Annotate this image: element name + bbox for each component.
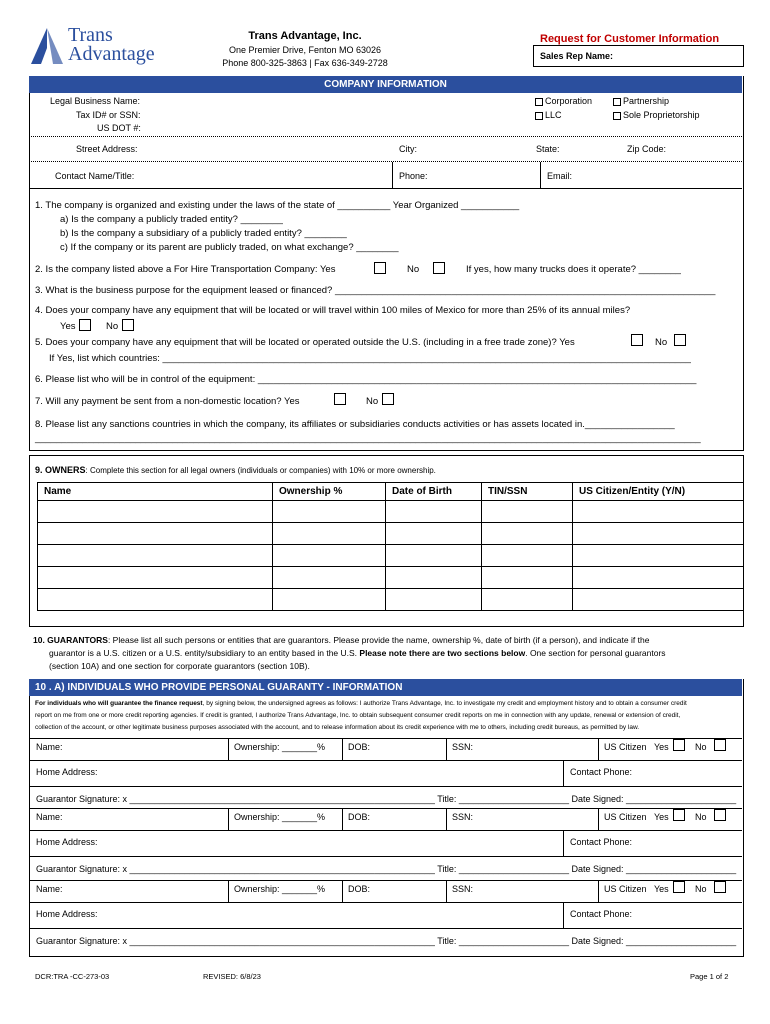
guarantor-ownership-label: Ownership: _______%: [234, 742, 326, 752]
corporation-option[interactable]: [535, 96, 592, 106]
guarantor-yes-checkbox[interactable]: [673, 881, 685, 893]
logo-word-top: Trans: [68, 24, 113, 46]
divider: [29, 808, 742, 809]
divider: [540, 162, 541, 188]
guarantor-yes-label: Yes: [654, 812, 669, 822]
sole-prop-checkbox[interactable]: [613, 112, 621, 120]
guarantor-home-label: Home Address:: [36, 909, 98, 919]
partnership-option[interactable]: [613, 96, 669, 106]
guarantors-label: 10. GUARANTORS: [33, 635, 108, 645]
street-label: Street Address:: [76, 144, 138, 154]
guarantors-text-2a: guarantor is a U.S. citizen or a U.S. entity/subsidiary to an entity based in the U.S.: [49, 648, 360, 658]
divider: [598, 808, 599, 830]
owners-desc: : Complete this section for all legal owners (individuals or companies) with 10% or more ownership.: [85, 466, 436, 475]
company-name: Trans Advantage, Inc.: [248, 30, 362, 42]
owner-cell[interactable]: [386, 567, 482, 589]
owner-cell[interactable]: [38, 523, 273, 545]
owner-cell[interactable]: [273, 589, 386, 611]
q4-no-checkbox[interactable]: [122, 319, 134, 331]
question-5: 5. Does your company have any equipment that will be located or operated outside the U.S. (including in a free trade zone)? Yes: [35, 337, 575, 348]
divider: [598, 738, 599, 760]
owners-header-row: [38, 483, 744, 501]
llc-checkbox[interactable]: [535, 112, 543, 120]
col-tin: TIN/SSN: [482, 483, 573, 501]
q4-yes-checkbox[interactable]: [79, 319, 91, 331]
owner-cell[interactable]: [482, 567, 573, 589]
question-1: 1. The company is organized and existing under the laws of the state of __________ Year Organized ___________: [35, 200, 520, 211]
logo-word-bottom: Advantage: [68, 43, 155, 65]
table-row[interactable]: [38, 523, 744, 545]
section-10a-bar: [29, 679, 742, 696]
question-2: 2. Is the company listed above a For Hire Transportation Company: Yes: [35, 264, 336, 275]
guarantor-home-label: Home Address:: [36, 767, 98, 777]
divider: [29, 786, 742, 787]
owner-cell[interactable]: [273, 545, 386, 567]
revised-date: REVISED: 6/8/23: [203, 972, 261, 981]
col-name: Name: [38, 483, 273, 501]
guarantor-no-label: No: [695, 812, 707, 822]
owner-cell[interactable]: [273, 501, 386, 523]
email-label: Email:: [547, 171, 573, 181]
owner-cell[interactable]: [386, 501, 482, 523]
owner-cell[interactable]: [573, 567, 744, 589]
request-title: Request for Customer Information: [540, 33, 720, 45]
owner-cell[interactable]: [386, 523, 482, 545]
guarantors-text-2b: Please note there are two sections below: [359, 648, 526, 658]
owners-label: 9. OWNERS: [35, 465, 86, 475]
guarantor-yes-checkbox[interactable]: [673, 809, 685, 821]
question-8: 8. Please list any sanctions countries in which the company, its affiliates or subsidiaries conducts activities or has assets located in._________________: [35, 419, 675, 430]
guarantor-signature-line: Guarantor Signature: x _____________________________________________________________ Title: ______________________ Date Signed: ______________________: [36, 794, 737, 804]
question-4: 4. Does your company have any equipment that will be located or will travel within 100 miles of Mexico for more than 25% of its annual miles?: [35, 305, 631, 316]
divider: [563, 902, 564, 928]
divider: [29, 760, 742, 761]
guarantor-no-checkbox[interactable]: [714, 739, 726, 751]
q5-yes-checkbox[interactable]: [631, 334, 643, 346]
divider: [29, 928, 742, 929]
divider: [342, 738, 343, 760]
auth-line-3: collection of the account, or other legitimate business purposes associated with the account, and to release information about its credit experience with me to others, including credit bureaus, as permitted by law.: [35, 724, 640, 731]
owner-cell[interactable]: [38, 589, 273, 611]
owners-heading: [35, 465, 436, 475]
q7-no-label: No: [366, 396, 379, 407]
col-ownership: Ownership %: [273, 483, 386, 501]
divider: [392, 162, 393, 188]
guarantor-dob-label: DOB:: [348, 812, 371, 822]
divider: [29, 880, 742, 881]
guarantor-dob-label: DOB:: [348, 742, 371, 752]
divider: [228, 880, 229, 902]
sole-prop-option[interactable]: [613, 110, 700, 120]
guarantor-ssn-label: SSN:: [452, 742, 474, 752]
partnership-checkbox[interactable]: [613, 98, 621, 106]
divider: [342, 880, 343, 902]
owners-table: [37, 482, 744, 611]
guarantor-no-checkbox[interactable]: [714, 881, 726, 893]
divider: [29, 161, 742, 162]
tax-id-label: Tax ID# or SSN:: [76, 110, 141, 120]
table-row[interactable]: [38, 567, 744, 589]
owner-cell[interactable]: [38, 545, 273, 567]
guarantor-phone-label: Contact Phone:: [570, 837, 633, 847]
guarantors-text-1: : Please list all such persons or entities that are guarantors. Please provide the name, ownership %, date of birth (if a person), and indicate if the: [107, 635, 650, 645]
dot-label: US DOT #:: [97, 123, 141, 133]
guarantor-citizen-label: US Citizen: [604, 742, 647, 752]
question-6: 6. Please list who will be in control of the equipment: ___________________________________________________________________________________: [35, 374, 697, 385]
divider: [29, 902, 742, 903]
corporation-label: Corporation: [545, 96, 593, 106]
owner-cell[interactable]: [482, 545, 573, 567]
divider: [29, 136, 742, 137]
contact-label: Contact Name/Title:: [55, 171, 135, 181]
owner-cell[interactable]: [38, 567, 273, 589]
guarantor-signature-line: Guarantor Signature: x _____________________________________________________________ Title: ______________________ Date Signed: ______________________: [36, 864, 737, 874]
divider: [563, 760, 564, 786]
partnership-label: Partnership: [623, 96, 670, 106]
q2-no-label: No: [407, 264, 420, 275]
llc-option[interactable]: [535, 110, 562, 120]
guarantors-line-3: (section 10A) and one section for corporate guarantors (section 10B).: [49, 661, 310, 671]
table-row[interactable]: [38, 545, 744, 567]
col-citizen: US Citizen/Entity (Y/N): [573, 483, 744, 501]
q4-yes-label: Yes: [60, 321, 76, 332]
guarantor-citizen-label: US Citizen: [604, 884, 647, 894]
logo: [29, 24, 169, 68]
divider: [228, 808, 229, 830]
sales-rep-box[interactable]: [533, 45, 744, 67]
section-10a-title: 10 . A) INDIVIDUALS WHO PROVIDE PERSONAL GUARANTY - INFORMATION: [35, 682, 403, 693]
owner-cell[interactable]: [573, 523, 744, 545]
divider: [446, 880, 447, 902]
owner-cell[interactable]: [482, 523, 573, 545]
guarantor-no-checkbox[interactable]: [714, 809, 726, 821]
divider: [563, 830, 564, 856]
auth-line-1: [35, 700, 687, 707]
guarantor-yes-checkbox[interactable]: [673, 739, 685, 751]
q5-no-checkbox[interactable]: [674, 334, 686, 346]
owner-cell[interactable]: [273, 523, 386, 545]
guarantor-citizen-label: US Citizen: [604, 812, 647, 822]
q7-no-checkbox[interactable]: [382, 393, 394, 405]
guarantor-ownership-label: Ownership: _______%: [234, 812, 326, 822]
logo-mark-icon: [29, 26, 65, 66]
corporation-checkbox[interactable]: [535, 98, 543, 106]
guarantor-phone-label: Contact Phone:: [570, 767, 633, 777]
sales-rep-label: Sales Rep Name:: [540, 51, 614, 61]
question-3: 3. What is the business purpose for the equipment leased or financed? ________________________________________________________________________: [35, 285, 716, 296]
guarantor-ownership-label: Ownership: _______%: [234, 884, 326, 894]
divider: [29, 188, 742, 189]
owner-cell[interactable]: [38, 501, 273, 523]
owner-cell[interactable]: [273, 567, 386, 589]
q4-no-label: No: [106, 321, 119, 332]
divider: [29, 856, 742, 857]
guarantor-ssn-label: SSN:: [452, 812, 474, 822]
page-number: Page 1 of 2: [690, 972, 729, 981]
divider: [446, 738, 447, 760]
sole-prop-label: Sole Proprietorship: [623, 110, 700, 120]
guarantor-dob-label: DOB:: [348, 884, 371, 894]
guarantor-no-label: No: [695, 742, 707, 752]
col-dob: Date of Birth: [386, 483, 482, 501]
question-1b: b) Is the company a subsidiary of a publicly traded entity? ________: [60, 228, 347, 239]
guarantor-signature-line: Guarantor Signature: x _____________________________________________________________ Title: ______________________ Date Signed: ______________________: [36, 936, 737, 946]
guarantor-name-label: Name:: [36, 884, 63, 894]
question-1c: c) If the company or its parent are publicly traded, on what exchange? ________: [60, 242, 399, 253]
q5-no-label: No: [655, 337, 668, 348]
owner-cell[interactable]: [386, 545, 482, 567]
table-row[interactable]: [38, 501, 744, 523]
divider: [342, 808, 343, 830]
legal-name-label: Legal Business Name:: [50, 96, 141, 106]
guarantor-name-label: Name:: [36, 812, 63, 822]
company-address: One Premier Drive, Fenton MO 63026: [228, 45, 382, 55]
owner-cell[interactable]: [386, 589, 482, 611]
divider: [228, 738, 229, 760]
owner-cell[interactable]: [573, 589, 744, 611]
divider: [598, 880, 599, 902]
guarantor-home-label: Home Address:: [36, 837, 98, 847]
zip-label: Zip Code:: [627, 144, 667, 154]
guarantors-text-2c: . One section for personal guarantors: [525, 648, 666, 658]
state-label: State:: [536, 144, 560, 154]
guarantor-yes-label: Yes: [654, 742, 669, 752]
company-info-bar: [29, 76, 742, 93]
question-8-line: ______________________________________________________________________________________________________________________________: [35, 433, 701, 444]
auth-line-2: report on me from one or more credit reporting agencies. If credit is granted, I authorize Trans Advantage, Inc. to obtain subsequent consumer credit reports on me in connection with any update, renewal or extension of credit,: [35, 712, 681, 719]
auth-bold: For individuals who will guarantee the finance request: [35, 700, 203, 707]
form-id: DCR:TRA -CC-273-03: [35, 972, 110, 981]
q5-countries: If Yes, list which countries: ____________________________________________________________________________________________________: [49, 353, 691, 364]
guarantors-line-1: [33, 635, 649, 645]
guarantor-ssn-label: SSN:: [452, 884, 474, 894]
owner-cell[interactable]: [482, 501, 573, 523]
owner-cell[interactable]: [573, 545, 744, 567]
auth-text-1: , by signing below, the undersigned agrees as follows: I authorize Trans Advantage, Inc. to investigate my credit and employment history and to obtain a consumer credit: [202, 700, 687, 707]
guarantor-yes-label: Yes: [654, 884, 669, 894]
owner-cell[interactable]: [482, 589, 573, 611]
guarantor-phone-label: Contact Phone:: [570, 909, 633, 919]
guarantors-line-2: [49, 648, 666, 658]
llc-label: LLC: [545, 110, 562, 120]
city-label: City:: [399, 144, 417, 154]
guarantor-no-label: No: [695, 884, 707, 894]
q2-trucks: If yes, how many trucks does it operate? ________: [466, 264, 681, 275]
q2-yes-checkbox[interactable]: [374, 262, 386, 274]
question-1a: a) Is the company a publicly traded entity? ________: [60, 214, 283, 225]
divider: [29, 830, 742, 831]
owner-cell[interactable]: [573, 501, 744, 523]
phone-label: Phone:: [399, 171, 428, 181]
question-7: 7. Will any payment be sent from a non-domestic location? Yes: [35, 396, 300, 407]
company-phone-fax: Phone 800-325-3863 | Fax 636-349-2728: [222, 58, 388, 68]
divider: [29, 738, 742, 739]
divider: [446, 808, 447, 830]
q2-no-checkbox[interactable]: [433, 262, 445, 274]
table-row[interactable]: [38, 589, 744, 611]
company-info-title: COMPANY INFORMATION: [324, 79, 447, 90]
q7-yes-checkbox[interactable]: [334, 393, 346, 405]
guarantor-name-label: Name:: [36, 742, 63, 752]
